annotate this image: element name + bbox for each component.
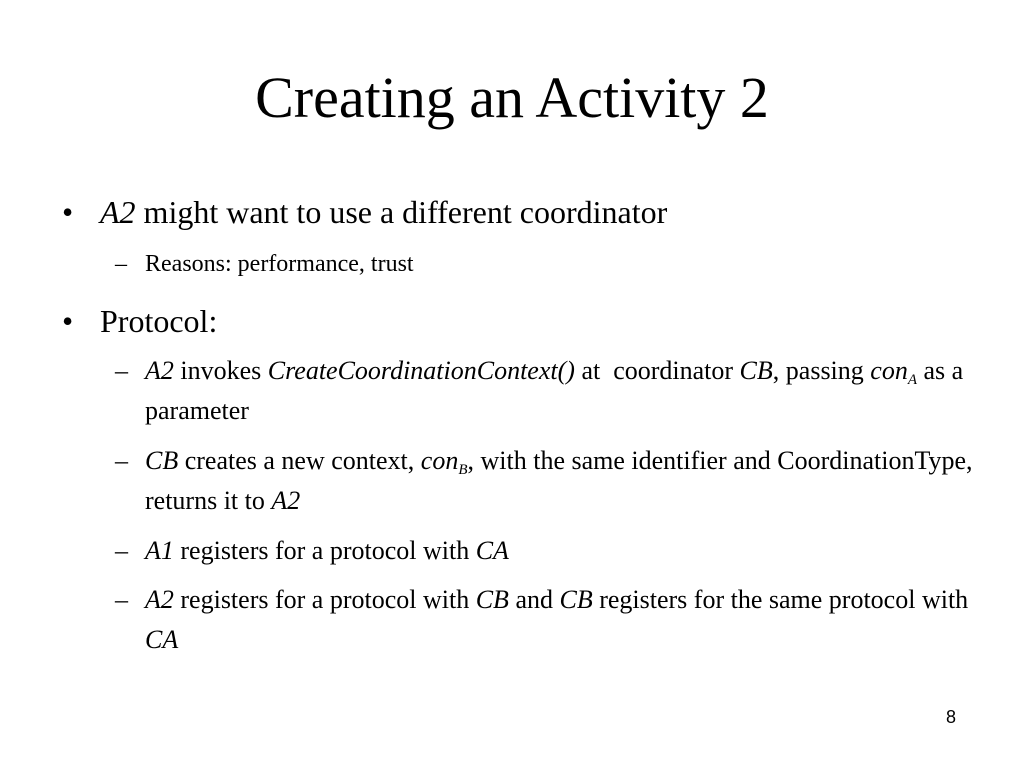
subbullet-a1-registers	[115, 531, 995, 571]
slide-title: Creating an Activity 2	[255, 65, 769, 130]
subbullet-text: CB creates a new context, con$_B$, with the same identifier and CoordinationType, returns it to A2	[145, 446, 973, 515]
bullet-symbol: •	[62, 303, 74, 339]
subbullet-text: A1 registers for a protocol with CA	[145, 536, 509, 565]
subbullet-text: A2 registers for a protocol with CB and CB registers for the same protocol with CA	[145, 585, 969, 654]
bullet-text: Protocol:	[100, 303, 218, 339]
bullet-symbol: •	[62, 194, 74, 230]
subbullet-reasons	[115, 249, 995, 279]
page-number: 8	[946, 707, 957, 727]
dash-symbol: –	[115, 585, 128, 614]
subbullet-text: A2 invokes CreateCoordinationContext() at coordinator CB, passing con$_A$ as a parameter	[145, 356, 964, 425]
dash-symbol: –	[115, 446, 128, 475]
subbullet-a2-invokes	[115, 351, 995, 431]
dash-symbol: –	[115, 536, 128, 565]
subbullet-cb-creates	[115, 441, 995, 521]
subbullet-text: Reasons: performance, trust	[145, 251, 414, 277]
dash-symbol: –	[115, 251, 127, 277]
dash-symbol: –	[115, 356, 128, 385]
subbullet-a2-registers	[115, 580, 995, 660]
bullet-text: A2 might want to use a different coordinator	[100, 194, 668, 230]
